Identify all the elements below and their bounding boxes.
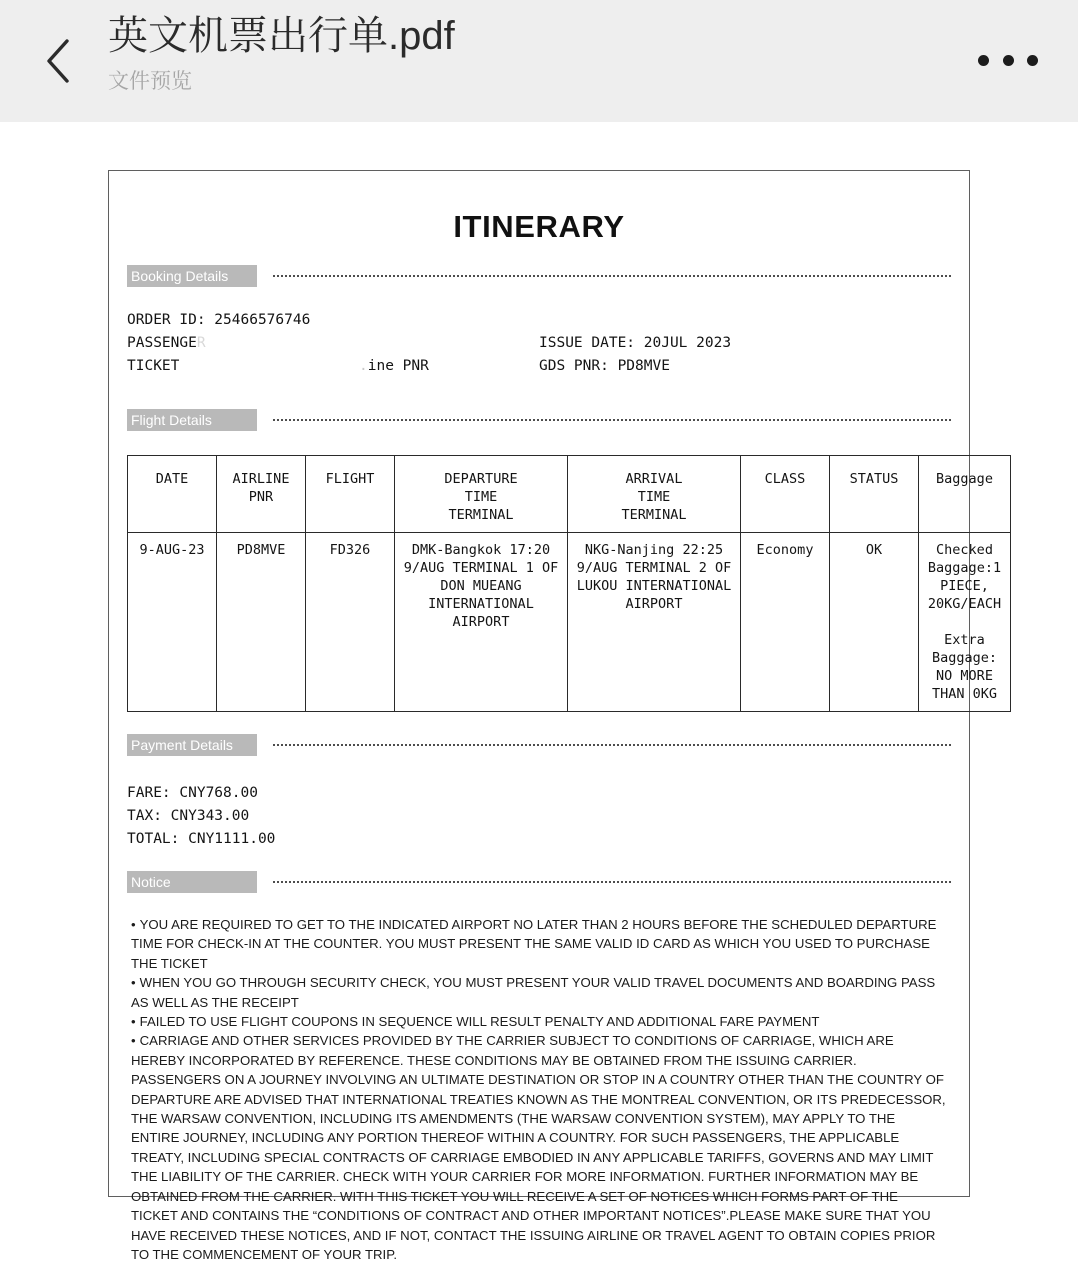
col-header-baggage: Baggage [919, 456, 1011, 533]
payment-details-body [127, 782, 969, 851]
booking-left-column [127, 309, 310, 378]
col-header-arrival: ARRIVAL TIME TERMINAL [568, 456, 741, 533]
chevron-left-icon [43, 38, 73, 84]
flight-details-table [127, 455, 1011, 712]
cell-flight: FD326 [306, 533, 395, 712]
airline-pnr-fragment: .ine PNR [359, 358, 429, 374]
departure-airport: DMK-Bangkok [411, 542, 502, 558]
cell-baggage [919, 533, 1011, 712]
booking-details-body [127, 309, 969, 387]
bullet-glyph: • [131, 975, 136, 991]
tax-value: TAX: CNY343.00 [127, 808, 250, 824]
issue-date-value: ISSUE DATE: 20JUL 2023 [539, 335, 732, 351]
section-header-notice [127, 871, 951, 893]
baggage-spacer [922, 613, 1007, 631]
notice-text: CARRIAGE AND OTHER SERVICES PROVIDED BY THE CARRIER SUBJECT TO CONDITIONS OF CARRIAGE, WHICH ARE HEREBY INCORPORATED BY REFERENCE. THESE CONDITIONS MAY BE OBTAINED FROM THE ISSUING CARRIER. PASSENGERS ON A JOURNEY INVOLVING AN ULTIMATE DESTINATION OR STOP IN A COUNTRY OTHER THAN THE COUNTRY OF DEPARTURE ARE ADVISED THAT INTERNATIONAL TREATIES KNOWN AS THE MONTREAL CONVENTION, OR ITS PREDECESSOR, THE WARSAW CONVENTION, INCLUDING ITS AMENDMENTS (THE WARSAW CONVENTION SYSTEM), MAY APPLY TO THE ENTIRE JOURNEY, INCLUDING ANY PORTION THEREOF WITHIN A COUNTRY. FOR SUCH PASSENGERS, THE APPLICABLE TREATY, INCLUDING SPECIAL CONTRACTS OF CARRIAGE EMBODIED IN ANY APPLICABLE TARIFFS, GOVERNS AND MAY LIMIT THE LIABILITY OF THE CARRIER. CHECK WITH YOUR CARRIER FOR MORE INFORMATION. FURTHER INFORMATION MAY BE OBTAINED FROM THE CARRIER. WITH THIS TICKET YOU WILL RECEIVE A SET OF NOTICES WHICH FORMS PART OF THE TICKET AND CONTAINS THE “CONDITIONS OF CONTRACT AND OTHER IMPORTANT NOTICES”.PLEASE MAKE SURE THAT YOU HAVE RECEIVED THESE NOTICES, AND IF NOT, CONTACT THE ISSUING AIRLINE OR TRAVEL AGENT TO OBTAIN COPIES PRIOR TO THE COMMENCEMENT OF YOUR TRIP. [131, 1033, 946, 1262]
cell-airline-pnr: PD8MVE [217, 533, 306, 712]
more-horizontal-icon-dot-2 [1003, 55, 1014, 66]
baggage-extra: Extra Baggage: NO MORE THAN 0KG [931, 632, 998, 702]
page-subtitle: 文件预览 [108, 70, 192, 93]
notice-item [131, 1012, 947, 1031]
bullet-glyph: • [131, 1033, 136, 1049]
more-horizontal-icon-dot-3 [1027, 55, 1038, 66]
app-header [0, 0, 1078, 122]
arrival-time: 22:25 9/AUG [576, 542, 724, 576]
section-badge-notice: Notice [127, 871, 257, 893]
notice-text: WHEN YOU GO THROUGH SECURITY CHECK, YOU MUST PRESENT YOUR VALID TRAVEL DOCUMENTS AND BOARDING PASS AS WELL AS THE RECEIPT [131, 975, 936, 1010]
flight-table-wrap [127, 455, 1002, 712]
passenger-redacted-tail: R [196, 335, 206, 351]
arrival-terminal: TERMINAL 2 OF LUKOU INTERNATIONAL AIRPORT [576, 560, 732, 612]
back-button[interactable] [32, 30, 84, 92]
page-title: 英文机票出行单.pdf [108, 14, 455, 58]
col-header-class: CLASS [741, 456, 830, 533]
more-options-button[interactable] [978, 40, 1038, 80]
fare-value: FARE: CNY768.00 [127, 785, 258, 801]
booking-right-column [539, 332, 731, 378]
notice-text: FAILED TO USE FLIGHT COUPONS IN SEQUENCE WILL RESULT PENALTY AND ADDITIONAL FARE PAYMENT [139, 1014, 820, 1030]
col-header-status: STATUS [830, 456, 919, 533]
departure-terminal: TERMINAL 1 OF DON MUEANG INTERNATIONAL AIRPORT [428, 560, 559, 630]
section-divider-booking [273, 275, 951, 277]
more-horizontal-icon-dot-1 [978, 55, 989, 66]
col-header-date: DATE [128, 456, 217, 533]
table-header-row [128, 456, 1011, 533]
table-row [128, 533, 1011, 712]
section-divider-payment [273, 744, 951, 746]
total-value: TOTAL: CNY1111.00 [127, 831, 276, 847]
gds-pnr-value: GDS PNR: PD8MVE [539, 358, 670, 374]
cell-status: OK [830, 533, 919, 712]
notice-item [131, 915, 947, 973]
baggage-checked: Checked Baggage:1 PIECE, 20KG/EACH [927, 542, 1002, 612]
section-header-flight [127, 409, 951, 431]
cell-arrival [568, 533, 741, 712]
col-header-departure: DEPARTURE TIME TERMINAL [395, 456, 568, 533]
col-header-flight: FLIGHT [306, 456, 395, 533]
section-badge-flight: Flight Details [127, 409, 257, 431]
pdf-page [108, 170, 1002, 1262]
itinerary-heading: ITINERARY [453, 209, 625, 244]
section-divider-notice [273, 881, 951, 883]
bullet-glyph: • [131, 1014, 136, 1030]
notice-item [131, 973, 947, 1012]
ticket-label: TICKET [127, 358, 180, 374]
col-header-airline-pnr: AIRLINE PNR [217, 456, 306, 533]
notice-text: YOU ARE REQUIRED TO GET TO THE INDICATED AIRPORT NO LATER THAN 2 HOURS BEFORE THE SCHEDULED DEPARTURE TIME FOR CHECK-IN AT THE COUNTER. YOU MUST PRESENT THE SAME VALID ID CARD AS WHICH YOU USED TO PURCHASE THE TICKET [131, 917, 937, 971]
section-divider-flight [273, 419, 951, 421]
cell-class: Economy [741, 533, 830, 712]
passenger-label: PASSENGER [127, 335, 206, 351]
cell-date: 9-AUG-23 [128, 533, 217, 712]
arrival-airport: NKG-Nanjing [584, 542, 675, 558]
notice-item [131, 1031, 947, 1264]
order-id-value: ORDER ID: 25466576746 [127, 312, 311, 328]
section-badge-payment: Payment Details [127, 734, 257, 756]
section-header-payment [127, 734, 951, 756]
section-badge-booking: Booking Details [127, 265, 257, 287]
document-preview-area[interactable] [0, 122, 1078, 1262]
bullet-glyph: • [131, 917, 136, 932]
cell-departure [395, 533, 568, 712]
section-header-booking [127, 265, 951, 287]
header-titles [108, 10, 455, 97]
notice-body [131, 915, 947, 1264]
departure-time: 17:20 9/AUG [403, 542, 551, 576]
